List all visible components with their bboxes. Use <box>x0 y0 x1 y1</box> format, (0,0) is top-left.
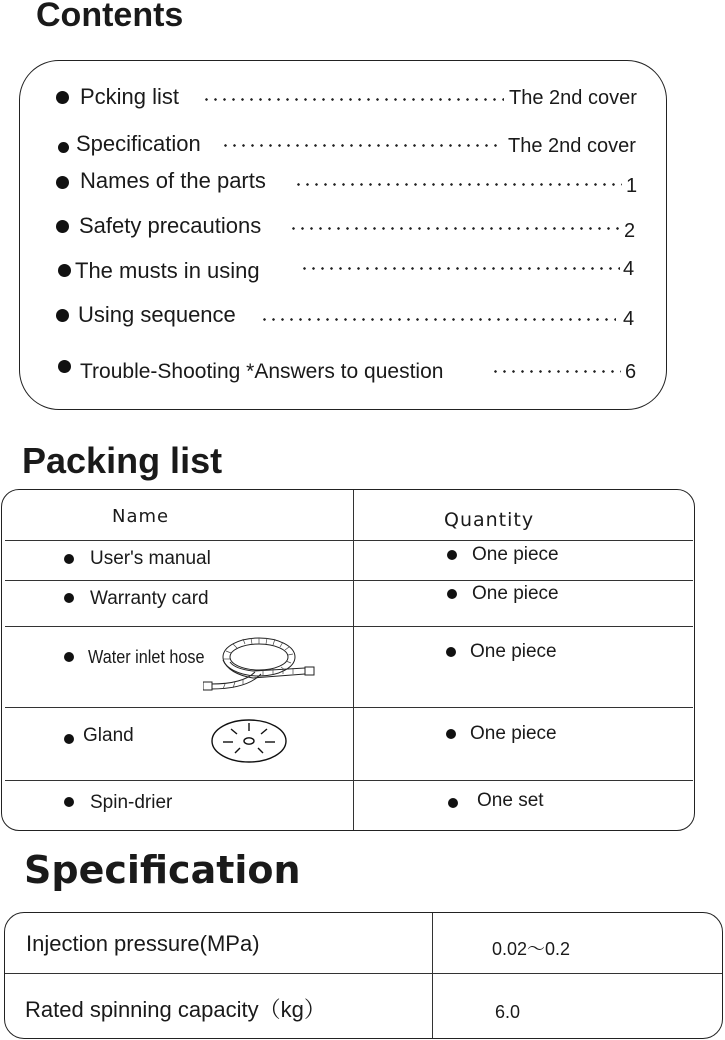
bullet-icon <box>64 797 74 807</box>
item-quantity: One piece <box>470 641 557 662</box>
leader-dots <box>491 370 621 373</box>
specification-title: Specification <box>24 848 301 892</box>
toc-item-page: 1 <box>626 175 638 197</box>
leader-dots <box>221 144 501 147</box>
row-divider <box>5 626 693 627</box>
bullet-icon <box>58 264 71 277</box>
row-divider <box>5 973 722 974</box>
bullet-icon <box>64 593 74 603</box>
toc-item-label: Pcking list <box>80 84 180 109</box>
toc-item-label: Names of the parts <box>80 168 266 193</box>
row-divider <box>5 540 693 541</box>
hose-icon <box>203 634 315 692</box>
column-divider <box>353 490 354 830</box>
bullet-icon <box>447 550 457 560</box>
row-divider <box>5 780 693 781</box>
bullet-icon <box>448 798 458 808</box>
toc-item-label: Trouble-Shooting *Answers to question <box>80 360 444 383</box>
toc-item-page: 4 <box>623 258 635 280</box>
bullet-icon <box>64 652 74 662</box>
bullet-icon <box>446 647 456 657</box>
contents-title: Contents <box>36 0 184 34</box>
header-name: Name <box>112 506 170 527</box>
leader-dots <box>300 267 620 270</box>
item-name: Warranty card <box>90 588 209 609</box>
gland-icon <box>209 717 289 765</box>
spec-label: Injection pressure(MPa) <box>26 931 260 956</box>
spec-value: 0.02～0.2 <box>492 939 571 959</box>
bullet-icon <box>58 360 71 373</box>
spec-label: Rated spinning capacity（kg） <box>25 997 326 1022</box>
header-quantity: Quantity <box>444 509 535 531</box>
leader-dots <box>289 227 621 230</box>
item-quantity: One set <box>477 790 544 811</box>
item-name: User's manual <box>90 548 211 569</box>
bullet-icon <box>446 729 456 739</box>
bullet-icon <box>58 142 69 153</box>
packing-list-title: Packing list <box>22 440 223 481</box>
item-quantity: One piece <box>472 583 559 604</box>
row-divider <box>5 580 693 581</box>
toc-item-page: The 2nd cover <box>509 87 637 109</box>
item-quantity: One piece <box>470 723 557 744</box>
item-name: Water inlet hose <box>88 647 205 667</box>
toc-item-label: Using sequence <box>78 302 236 327</box>
spec-value: 6.0 <box>495 1002 521 1022</box>
row-divider <box>5 707 693 708</box>
column-divider <box>432 913 433 1038</box>
item-quantity: One piece <box>472 544 559 565</box>
toc-item-page: The 2nd cover <box>508 135 636 157</box>
toc-item-page: 2 <box>624 220 636 242</box>
bullet-icon <box>56 309 69 322</box>
toc-item-label: Safety precautions <box>79 213 262 238</box>
bullet-icon <box>447 589 457 599</box>
leader-dots <box>294 183 622 186</box>
toc-item-page: 4 <box>623 308 635 330</box>
bullet-icon <box>56 176 69 189</box>
bullet-icon <box>64 734 74 744</box>
item-name: Gland <box>83 725 134 746</box>
toc-item-page: 6 <box>625 361 637 383</box>
item-name: Spin-drier <box>90 792 173 813</box>
leader-dots <box>202 98 504 101</box>
bullet-icon <box>56 220 69 233</box>
leader-dots <box>260 318 616 321</box>
toc-item-label: The musts in using <box>75 258 260 283</box>
bullet-icon <box>56 91 69 104</box>
toc-item-label: Specification <box>76 131 201 156</box>
bullet-icon <box>64 554 74 564</box>
